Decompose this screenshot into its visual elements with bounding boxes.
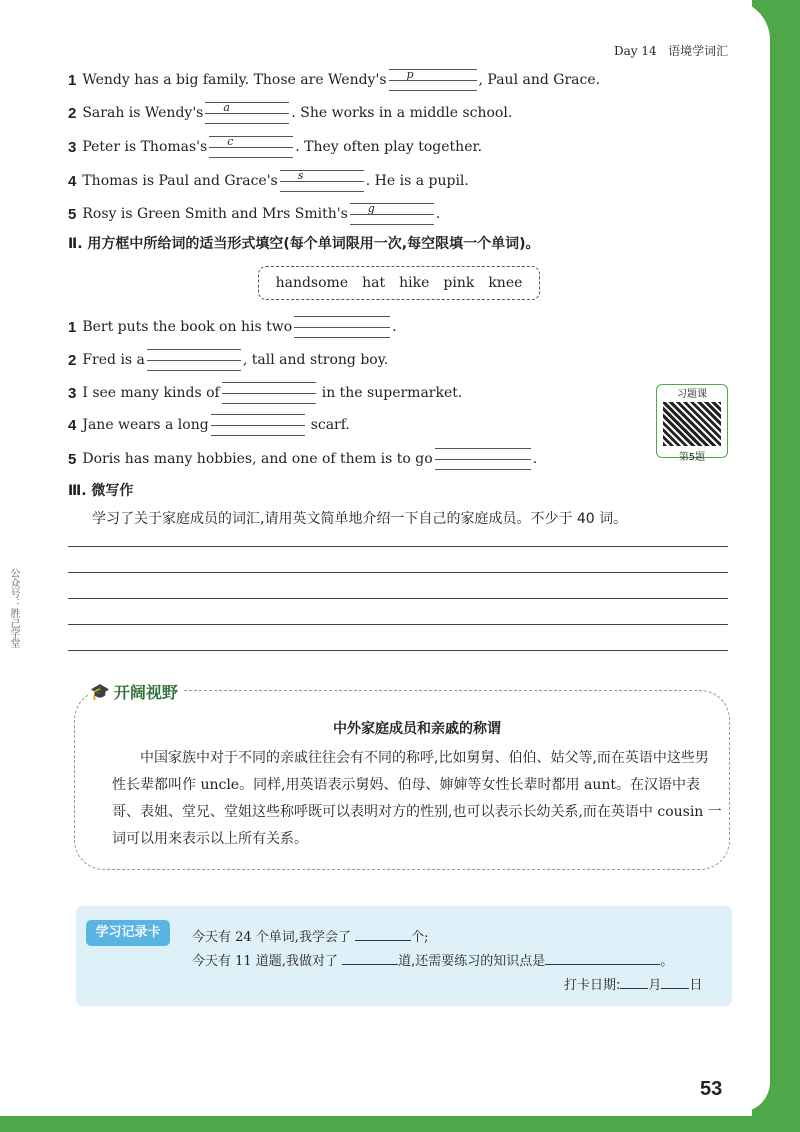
answer-blank[interactable] — [205, 102, 289, 124]
question-text: Fred is a — [82, 352, 145, 368]
answer-blank[interactable] — [389, 69, 477, 91]
writing-line[interactable] — [68, 572, 728, 573]
writing-line[interactable] — [68, 624, 728, 625]
word: hike — [399, 275, 430, 291]
answer-blank[interactable] — [211, 414, 305, 436]
question-text: . — [435, 206, 441, 222]
qr-code-card[interactable] — [656, 384, 728, 463]
month-label: 月 — [648, 978, 662, 993]
date-label: 打卡日期: — [564, 978, 621, 993]
question-number: 5 — [68, 450, 77, 468]
vision-heading: 中外家庭成员和亲戚的称谓 — [333, 721, 501, 737]
month-blank[interactable] — [620, 976, 648, 989]
question-text: Thomas is Paul and Grace's — [82, 173, 278, 189]
page-number: 53 — [700, 1078, 723, 1100]
vision-content — [112, 716, 722, 853]
question-4 — [68, 414, 350, 436]
answer-blank[interactable] — [294, 316, 390, 338]
section-title: Ⅱ. 用方框中所给词的适当形式填空(每个单词限用一次,每空限填一个单词)。 — [68, 236, 540, 252]
answer-blank[interactable] — [209, 136, 293, 158]
card-text: 今天有 24 个单词,我学会了 — [192, 930, 351, 945]
question-1 — [68, 316, 397, 338]
question-5 — [68, 448, 537, 470]
question-number: 2 — [68, 104, 77, 122]
question-text: , Paul and Grace. — [478, 72, 601, 88]
writing-prompt: 学习了关于家庭成员的词汇,请用英文简单地介绍一下自己的家庭成员。不少于 40 词。 — [92, 511, 628, 527]
vision-title — [90, 680, 182, 703]
question-text: , tall and strong boy. — [242, 352, 389, 368]
question-text: in the supermarket. — [321, 385, 463, 401]
question-text: Sarah is Wendy's — [82, 105, 204, 121]
answer-blank[interactable] — [222, 382, 316, 404]
word-box — [258, 266, 540, 300]
question-number: 4 — [68, 172, 77, 190]
question-text: . He is a pupil. — [365, 173, 469, 189]
hint-letter: p — [406, 68, 414, 81]
question-4 — [68, 170, 469, 192]
answer-blank[interactable] — [147, 349, 241, 371]
card-tag: 学习记录卡 — [86, 920, 170, 946]
qr-caption: 第5题 — [678, 452, 706, 463]
card-line-2 — [192, 950, 673, 969]
card-text: 个; — [411, 930, 429, 945]
answer-blank[interactable] — [280, 170, 364, 192]
writing-line[interactable] — [68, 546, 728, 547]
question-2 — [68, 349, 388, 371]
correct-count-blank[interactable] — [342, 952, 398, 965]
question-number: 4 — [68, 416, 77, 434]
qr-code-icon — [663, 402, 721, 446]
writing-line[interactable] — [68, 598, 728, 599]
question-number: 3 — [68, 138, 77, 156]
question-text: Jane wears a long — [82, 417, 209, 433]
word: handsome — [275, 275, 349, 291]
question-text: Bert puts the book on his two — [82, 319, 293, 335]
knowledge-points-blank[interactable] — [545, 952, 660, 965]
question-1 — [68, 69, 600, 91]
side-watermark: 公众号：胜己学堂 — [8, 568, 19, 648]
words-learned-blank[interactable] — [355, 928, 411, 941]
day-blank[interactable] — [661, 976, 689, 989]
question-text: scarf. — [310, 417, 350, 433]
question-number: 5 — [68, 205, 77, 223]
writing-line[interactable] — [68, 650, 728, 651]
question-text: Doris has many hobbies, and one of them is to go — [82, 451, 433, 467]
question-text: . — [392, 319, 397, 335]
question-number: 3 — [68, 384, 77, 402]
page-header — [614, 42, 728, 59]
hint-letter: g — [367, 202, 375, 215]
graduation-cap-icon: 🎓 — [90, 682, 110, 701]
question-5 — [68, 203, 440, 225]
question-text: Peter is Thomas's — [82, 139, 208, 155]
question-text: Wendy has a big family. Those are Wendy's — [82, 72, 387, 88]
question-text: . She works in a middle school. — [291, 105, 513, 121]
card-text: 。 — [660, 954, 674, 969]
question-text: I see many kinds of — [82, 385, 220, 401]
word: pink — [443, 275, 475, 291]
hint-letter: c — [227, 135, 234, 148]
vision-paragraph: 中国家族中对于不同的亲戚往往会有不同的称呼,比如舅舅、伯伯、姑父等,而在英语中这些男性长辈都叫作 uncle。同样,用英语表示舅妈、伯母、婶婶等女性长辈时都用 aunt。在汉语中表哥、表姐、堂兄、堂姐这些称呼既可以表明对方的性别,也可以表示长幼关系,而在英语中 cousin 一词可以用来表示以上所有关系。 — [112, 750, 722, 847]
question-2 — [68, 102, 512, 124]
card-line-1 — [192, 926, 428, 945]
question-text: . — [532, 451, 538, 467]
answer-blank[interactable] — [435, 448, 531, 470]
question-3 — [68, 136, 482, 158]
qr-label: 习题课 — [677, 389, 707, 400]
question-number: 1 — [68, 318, 77, 336]
question-text: . They often play together. — [295, 139, 483, 155]
question-3 — [68, 382, 462, 404]
question-text: Rosy is Green Smith and Mrs Smith's — [82, 206, 348, 222]
section-title: Ⅲ. 微写作 — [68, 483, 134, 499]
hint-letter: a — [223, 101, 230, 114]
card-text: 今天有 11 道题,我做对了 — [192, 954, 338, 969]
answer-blank[interactable] — [350, 203, 434, 225]
card-text: 道,还需要练习的知识点是 — [398, 954, 546, 969]
day-label: Day 14 — [614, 44, 657, 58]
vision-label: 开阔视野 — [113, 683, 178, 702]
word: knee — [488, 275, 523, 291]
day-label: 日 — [689, 978, 703, 993]
card-date — [564, 974, 702, 993]
hint-letter: s — [297, 169, 304, 182]
topic-label: 语境学词汇 — [668, 44, 729, 58]
word: hat — [362, 275, 386, 291]
question-number: 2 — [68, 351, 77, 369]
question-number: 1 — [68, 71, 77, 89]
green-edge-bottom — [0, 1116, 800, 1132]
